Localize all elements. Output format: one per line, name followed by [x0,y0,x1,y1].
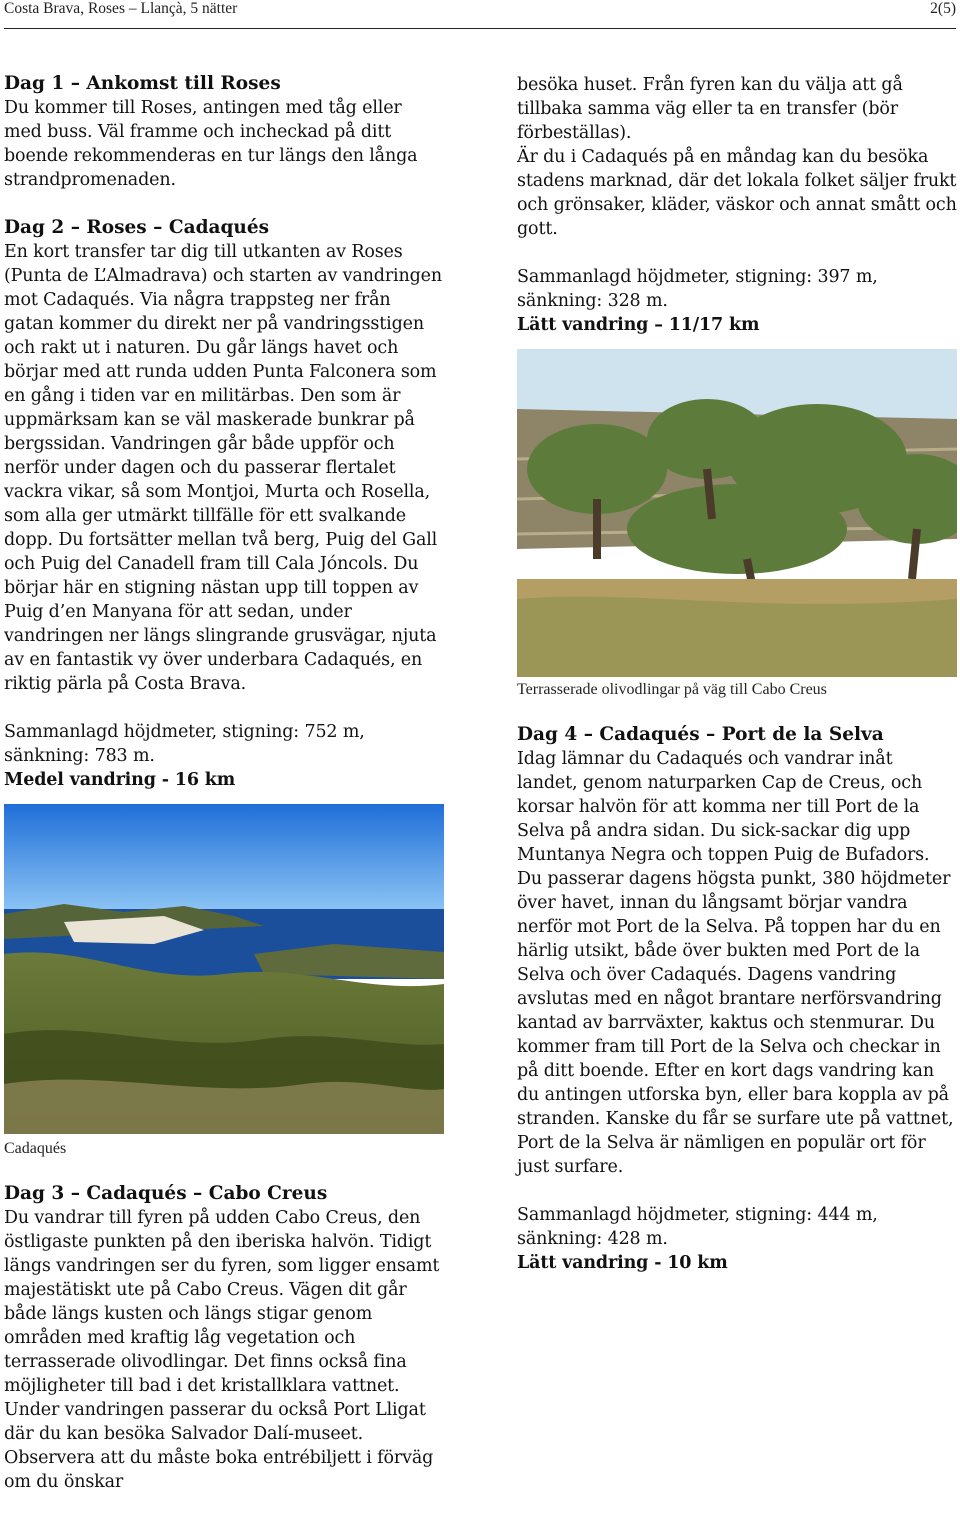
day4-grade: Lätt vandring - 10 km [517,1253,728,1273]
day2-elevation: Sammanlagd höjdmeter, stigning: 752 m, sänkning: 783 m. [4,722,365,766]
header-title: Costa Brava, Roses – Llançà, 5 nätter [4,0,238,17]
day2-heading: Dag 2 – Roses – Cadaqués [4,217,270,238]
day4-stats [517,1203,957,1275]
header-rule [4,28,956,29]
green-grass [517,597,957,677]
day4-section [517,723,957,1179]
day3-market-text: Är du i Cadaqués på en måndag kan du besöka stadens marknad, där det lokala folket säljer frukt och grönsaker, kläder, väskor och annat smått och gott. [517,147,957,239]
day2-section [4,216,444,696]
day1-heading: Dag 1 – Ankomst till Roses [4,73,281,94]
day3-heading: Dag 3 – Cadaqués – Cabo Creus [4,1183,328,1204]
day3-stats [517,265,957,337]
cadaques-photo [4,804,444,1134]
day1-text: Du kommer till Roses, antingen med tåg eller med buss. Väl framme och incheckad på ditt boende rekommenderas en tur längs den långa strandpromenaden. [4,98,418,190]
day2-grade: Medel vandring - 16 km [4,770,236,790]
day1-section [4,72,444,192]
day3-text-continued: besöka huset. Från fyren kan du välja att gå tillbaka samma väg eller ta en transfer (bör förbeställas). [517,75,903,143]
page-number: 2(5) [930,0,956,17]
day3-text: Du vandrar till fyren på udden Cabo Creus, den östligaste punkten på den iberiska halvön. Tidigt längs vandringen ser du fyren, som ligger ensamt majestätiskt ute på Cabo Creus. Vägen dit går både längs kusten och längs stigar genom områden med kraftig låg vegetation och terrasserade olivodlingar. Det finns också fina möjligheter till bad i det kristallklara vattnet. Under vandringen passerar du också Port Lligat där du kan besöka Salvador Dalí-museet. Observera att du måste boka entrébiljett i förväg om du önskar [4,1208,440,1492]
day3-section [4,1182,444,1494]
olive-grove-caption: Terrasserade olivodlingar på väg till Cabo Creus [517,681,827,698]
day2-stats [4,720,444,792]
day3-grade: Lätt vandring – 11/17 km [517,315,760,335]
left-column [4,72,444,1494]
day3-elevation: Sammanlagd höjdmeter, stigning: 397 m, sänkning: 328 m. [517,267,878,311]
page-header [4,0,956,20]
day4-elevation: Sammanlagd höjdmeter, stigning: 444 m, sänkning: 428 m. [517,1205,878,1249]
cadaques-caption: Cadaqués [4,1140,67,1157]
day3-continued [517,73,957,241]
day2-text: En kort transfer tar dig till utkanten av Roses (Punta de L’Almadrava) och starten av vandringen mot Cadaqués. Via några trappsteg ner från gatan kommer du direkt ner på vandringsstigen och rakt ut i naturen. Du går längs havet och börjar med att runda udden Punta Falconera som en gång i tiden var en militärbas. Den som är uppmärksam kan se väl maskerade bunkrar på bergssidan. Vandringen går både uppför och nerför under dagen och du passerar flertalet vackra vikar, så som Montjoi, Murta och Rosella, som alla ger utmärkt tillfälle för ett svalkande dopp. Du fortsätter mellan två berg, Puig del Gall och Puig del Canadell fram till Cala Jóncols. Du börjar här en stigning nästan upp till toppen av Puig d’en Manyana för att sedan, under vandringen ner längs slingrande grusvägar, njuta av en fantastik vy över underbara Cadaqués, en riktig pärla på Costa Brava. [4,242,442,694]
day4-text: Idag lämnar du Cadaqués och vandrar inåt landet, genom naturparken Cap de Creus, och korsar halvön för att komma ner till Port de la Selva på andra sidan. Du sick-sackar dig upp Muntanya Negra och toppen Puig de Bufadors. Du passerar dagens högsta punkt, 380 höjdmeter över havet, innan du långsamt börjar vandra nerför mot Port de la Selva. På toppen har du en härlig utsikt, både över bukten med Port de la Selva och över Cadaqués. Dagens vandring avslutas med en något brantare nerförsvandring kantad av barrväxter, kaktus och stenmurar. Du kommer fram till Port de la Selva och checkar in på ditt boende. Efter en kort dags vandring kan du antingen utforska byn, eller bara koppla av på stranden. Kanske du får se surfare ute på vattnet, Port de la Selva är nämligen en populär ort för just surfare. [517,749,954,1177]
sky [4,804,444,914]
olive-grove-photo [517,349,957,677]
day4-heading: Dag 4 – Cadaqués – Port de la Selva [517,724,884,745]
right-column [517,73,957,1275]
